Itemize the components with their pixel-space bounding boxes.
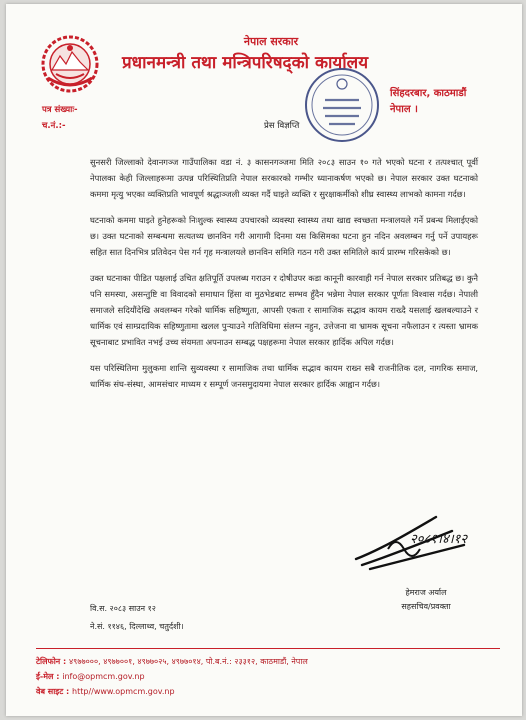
phone-label: टेलिफोन : bbox=[36, 657, 67, 666]
address-line-1: सिंहदरबार, काठमाडौं bbox=[390, 88, 467, 99]
government-name: नेपाल सरकार bbox=[243, 35, 299, 48]
svg-text:२०८१।४।१२: २०८१।४।१२ bbox=[410, 532, 468, 547]
website-label: वेब साइट : bbox=[36, 687, 70, 696]
paragraph-2: घटनाको कममा घाइते हुनेहरूको निःशुल्क स्वास्थ्य उपचारको व्यवस्था स्वास्थ्य तथा खाद्य स्वच्छता मन्त्रालयले गर्ने प्रबन्ध मिलाईएको छ। उक्त घटनाको सम्बन्धमा सत्यतथ्य छानविन गरी आगामी दिनमा यस किसिमका घटना हुन नदिन अवलम्बन गर्नु पर्ने उपायहरू सहित सात दिनभित्र प्रतिवेदन पेस गर्न गृह मन्त्रालयले छानविन समिति गठन गरी उक्त समितिले कार्य प्रारम्भ गरिसकेको छ। bbox=[90, 215, 478, 257]
issue-date-block bbox=[90, 600, 184, 636]
paragraph-4: यस परिस्थितिमा मुलुकमा शान्ति सुव्यवस्था र सामाजिक तथा धार्मिक सद्भाव कायम राख्न सबै राजनीतिक दल, नागरिक समाज, धार्मिक संघ-संस्था, आमसंचार माध्यम र सम्पूर्ण जनसमुदायमा नेपाल सरकार हार्दिक आह्वान गर्दछ। bbox=[90, 363, 478, 389]
website-link[interactable]: http//www.opmcm.gov.np bbox=[72, 687, 175, 696]
date-bikram-sambat: वि.स. २०८३ साउन १२ bbox=[90, 604, 156, 613]
letter-page bbox=[6, 4, 522, 716]
paragraph-1: सुनसरी जिल्लाको देवानगञ्ज गाउँपालिका वडा नं. ३ कासनगञ्जमा मिति २०८३ साउन १० गते भएको घटना र तत्पश्चात् पूर्वी नेपालका केही जिल्लाहरूमा उत्पन्न परिस्थितिप्रति नेपाल सरकारको गम्भीर ध्यानाकर्षण भएको छ। नेपाल सरकार उक्त घटनाको कममा मृत्यु भएका व्यक्तिप्रति भावपूर्ण श्रद्धाञ्जली व्यक्त गर्दै घाइते व्यक्ति र सुरक्षाकर्मीको शीघ्र स्वास्थ्य लाभको कामना गर्दछ। bbox=[90, 157, 478, 199]
footer-email-row bbox=[36, 669, 506, 684]
press-release-body bbox=[90, 154, 478, 402]
date-nepal-sambat: ने.सं. ११४६, दिल्लाथ्व, चतुर्दशी। bbox=[90, 622, 184, 631]
nepal-emblem-icon bbox=[38, 34, 102, 94]
address-line-2: नेपाल । bbox=[390, 104, 418, 115]
footer-phone-row bbox=[36, 654, 506, 669]
email-link[interactable]: info@opmcm.gov.np bbox=[62, 672, 145, 681]
footer-divider bbox=[36, 648, 500, 649]
office-name: प्रधानमन्त्री तथा मन्त्रिपरिषद्को कार्यालय bbox=[122, 53, 369, 73]
paragraph-3: उक्त घटनाका पीडित पक्षलाई उचित क्षतिपूर्ति उपलब्ध गराउन र दोषीउपर कडा कानूनी कारवाही गर्न नेपाल सरकार प्रतिबद्ध छ। कुनै पनि समस्या, असन्तुष्टि वा विवादको समाधान हिंसा वा मुठभेडबाट सम्भव हुँदैन भन्नेमा नेपाल सरकार पूर्णतः विश्वास गर्दछ। नेपाली समाजले सदियौंदेखि अवलम्बन गरेको धार्मिक सहिष्णुता, आपसी एकता र सामाजिक सद्भाव कायम राख्दै यसलाई खलबल्याउने र धार्मिक एवं साम्प्रदायिक सहिष्णुतामा खलल पुऱ्याउने गतिविधिमा संलग्न नहुन, उत्तेजना वा भ्रामक सूचना नफैलाउन र त्यस्ता भ्रामक सूचनाबाट प्रभावित नभई उच्च संयमता अपनाउन सम्बद्ध पक्षहरूमा नेपाल सरकार हार्दिक अपिल गर्दछ। bbox=[90, 273, 478, 347]
contact-footer bbox=[36, 654, 506, 699]
document-title: प्रेस विज्ञप्ति bbox=[264, 121, 300, 131]
signatory-name: हेमराज अर्याल bbox=[405, 588, 447, 597]
office-seal-stamp bbox=[303, 66, 381, 144]
footer-website-row bbox=[36, 684, 506, 699]
handwritten-signature bbox=[352, 509, 482, 579]
email-label: ई-मेल : bbox=[36, 672, 60, 681]
office-address bbox=[390, 86, 510, 118]
signatory-block bbox=[376, 586, 476, 614]
reference-number-label: पत्र संख्याः- bbox=[42, 105, 78, 115]
phone-value: ४९७७०००, ४९७७००१, ४९७७०२५, ४९७७०१४, पो.ब.नं.: २३३१२, काठमाडौं, नेपाल bbox=[69, 657, 308, 666]
signatory-title: सहसचिव/प्रवक्ता bbox=[401, 602, 451, 611]
chalani-number-label: च.नं.:- bbox=[42, 121, 66, 131]
